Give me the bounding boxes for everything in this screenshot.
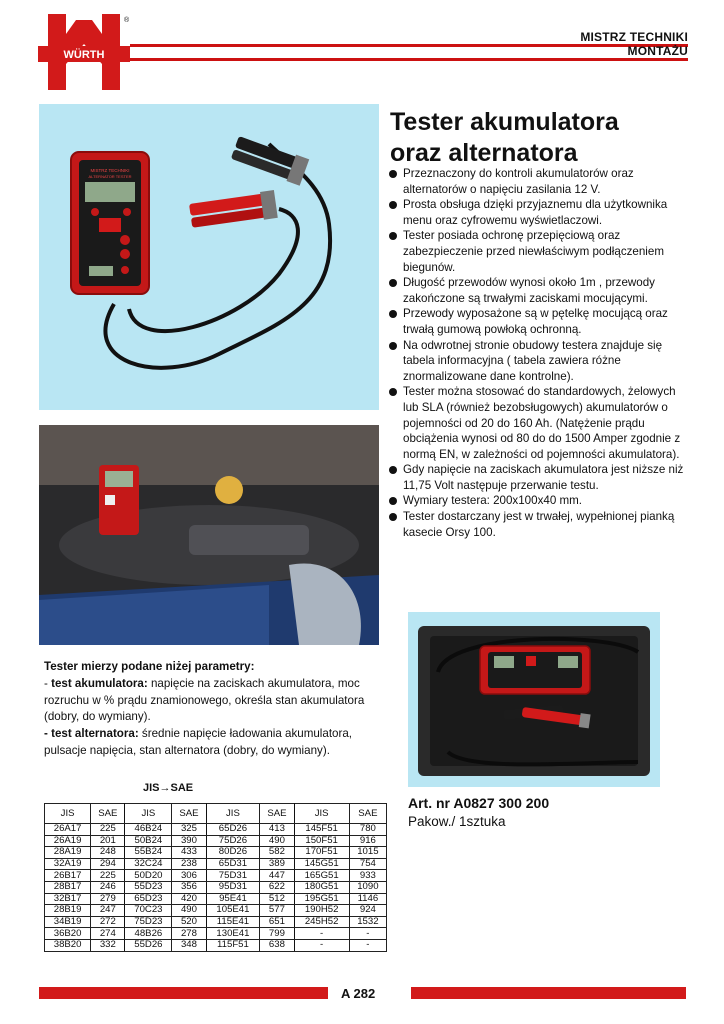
feature-text: Na odwrotnej stronie obudowy testera znajduje się tabela informacyjna ( tabela zawiera różne znormalizowane dane kontrolne). [403, 338, 663, 383]
table-cell: 70C23 [125, 905, 172, 917]
table-cell: 754 [349, 858, 386, 870]
table-row [45, 881, 387, 893]
table-cell: 95E41 [206, 893, 260, 905]
table-cell: 622 [260, 881, 294, 893]
device-label-1: MISTRZ TECHNIKI [90, 168, 130, 173]
table-row [45, 916, 387, 928]
table-cell: 32A19 [45, 858, 91, 870]
header-rule [130, 58, 688, 61]
table-cell: 933 [349, 870, 386, 882]
feature-item [388, 462, 688, 493]
table-cell: 75D23 [125, 916, 172, 928]
table-cell: 389 [260, 858, 294, 870]
feature-text: Przeznaczony do kontroli akumulatorów oraz alternatorów o napięciu zasilania 12 V. [403, 167, 634, 196]
title-line-2: oraz alternatora [390, 139, 578, 167]
table-cell: 238 [172, 858, 206, 870]
table-cell: 294 [91, 858, 125, 870]
column-header: SAE [172, 804, 206, 824]
jis-table-title: JIS→SAE [143, 782, 194, 794]
table-row [45, 847, 387, 859]
table-cell: 170F51 [294, 847, 349, 859]
table-cell: 28B19 [45, 905, 91, 917]
table-row [45, 905, 387, 917]
table-cell: 520 [172, 916, 206, 928]
feature-item [388, 338, 688, 385]
table-cell: 1015 [349, 847, 386, 859]
feature-item [388, 197, 688, 228]
table-cell: 201 [91, 835, 125, 847]
feature-text: Tester posiada ochronę przepięciową oraz zabezpieczenie przed niewłaściwym podłączeniem biegunów. [403, 229, 664, 274]
table-row [45, 893, 387, 905]
table-cell: 55B24 [125, 847, 172, 859]
bullet-icon [389, 170, 397, 178]
table-cell: 1146 [349, 893, 386, 905]
feature-item [388, 166, 688, 197]
column-header: SAE [349, 804, 386, 824]
bullet-icon [389, 342, 397, 350]
table-cell: - [349, 928, 386, 940]
table-cell: 356 [172, 881, 206, 893]
column-header: JIS [294, 804, 349, 824]
table-cell: 80D26 [206, 847, 260, 859]
feature-item [388, 384, 688, 462]
table-cell: 50B24 [125, 835, 172, 847]
table-cell: 55D26 [125, 939, 172, 951]
page-number: A 282 [341, 986, 376, 1001]
table-cell: 916 [349, 835, 386, 847]
footer-bar [411, 987, 686, 999]
bullet-icon [389, 279, 397, 287]
table-cell: 447 [260, 870, 294, 882]
title-line-1: Tester akumulatora [390, 108, 619, 136]
engine-bay-photo [39, 425, 379, 645]
feature-list [388, 166, 688, 540]
feature-item [388, 509, 688, 540]
column-header: JIS [125, 804, 172, 824]
params-alt-text: średnie napięcie ładowania akumulatora, pulsacje napięcia, stan alternatora (dobry, do wymiany). [44, 727, 353, 757]
measured-parameters [44, 659, 394, 760]
feature-item [388, 493, 688, 509]
table-cell: 28A19 [45, 847, 91, 859]
feature-text: Tester dostarczany jest w trwałej, wypełnionej pianką kasecie Orsy 100. [403, 510, 675, 539]
table-cell: 490 [260, 835, 294, 847]
table-row [45, 858, 387, 870]
table-cell: 34B19 [45, 916, 91, 928]
bullet-icon [389, 232, 397, 240]
column-header: JIS [206, 804, 260, 824]
table-cell: - [294, 928, 349, 940]
table-cell: 638 [260, 939, 294, 951]
table-cell: - [294, 939, 349, 951]
table-cell: 780 [349, 824, 386, 836]
feature-text: Gdy napięcie na zaciskach akumulatora jest niższe niż 11,75 Volt następuje przerwanie testu. [403, 463, 684, 492]
table-cell: 145F51 [294, 824, 349, 836]
table-cell: 247 [91, 905, 125, 917]
feature-text: Tester można stosować do standardowych, żelowych lub SLA (również bezobsługowych) akumulatorów o pojemności od 20 do 160 Ah. (Natężenie prądu obciążenia wynosi od 80 do do 1500 Amper zgodnie z normą EN, w zależności od pojemności akumulatora). [403, 385, 681, 461]
registered-mark: ® [124, 17, 130, 24]
jis-sae-table [44, 803, 387, 952]
table-header-row [45, 804, 387, 824]
bullet-icon [389, 497, 397, 505]
table-cell: 225 [91, 870, 125, 882]
table-cell: 248 [91, 847, 125, 859]
table-cell: 65D26 [206, 824, 260, 836]
table-cell: 95D31 [206, 881, 260, 893]
column-header: SAE [260, 804, 294, 824]
table-cell: 1090 [349, 881, 386, 893]
bullet-icon [389, 201, 397, 209]
table-cell: 26A19 [45, 835, 91, 847]
table-cell: 48B26 [125, 928, 172, 940]
table-row [45, 870, 387, 882]
column-header: SAE [91, 804, 125, 824]
table-cell: 26A17 [45, 824, 91, 836]
params-battery-prefix: - [44, 676, 52, 690]
table-cell: 799 [260, 928, 294, 940]
table-cell: 115F51 [206, 939, 260, 951]
feature-text: Prosta obsługa dzięki przyjaznemu dla użytkownika menu oraz cyfrowemu wyświetlaczowi. [403, 198, 668, 227]
table-cell: 105E41 [206, 905, 260, 917]
table-cell: 130E41 [206, 928, 260, 940]
table-cell: 65D23 [125, 893, 172, 905]
table-cell: 150F51 [294, 835, 349, 847]
table-cell: 46B24 [125, 824, 172, 836]
table-cell: 245H52 [294, 916, 349, 928]
table-row [45, 939, 387, 951]
bullet-icon [389, 466, 397, 474]
table-cell: 165G51 [294, 870, 349, 882]
table-cell: 651 [260, 916, 294, 928]
table-cell: 420 [172, 893, 206, 905]
table-cell: 924 [349, 905, 386, 917]
table-cell: 190H52 [294, 905, 349, 917]
table-cell: 32C24 [125, 858, 172, 870]
params-battery-text: napięcie na zaciskach akumulatora, moc rozruchu w % prądu znamionowego, określa stan akumulatora (dobry, do wymiany). [44, 676, 365, 724]
feature-text: Wymiary testera: 200x100x40 mm. [403, 494, 583, 508]
table-cell: 433 [172, 847, 206, 859]
table-cell: 225 [91, 824, 125, 836]
params-battery [44, 676, 394, 726]
table-cell: 278 [172, 928, 206, 940]
brand-text: WÜRTH [63, 49, 105, 61]
params-heading: Tester mierzy podane niżej parametry: [44, 660, 255, 673]
header-title [518, 30, 688, 58]
bullet-icon [389, 388, 397, 396]
table-cell: 195G51 [294, 893, 349, 905]
bullet-icon [389, 513, 397, 521]
table-cell: 272 [91, 916, 125, 928]
table-cell: 115E41 [206, 916, 260, 928]
table-cell: 32B17 [45, 893, 91, 905]
table-cell: 274 [91, 928, 125, 940]
table-cell: 26B17 [45, 870, 91, 882]
feature-text: Przewody wyposażone są w pętelkę mocującą oraz trwałą gumową powłoką ochronną. [403, 307, 668, 336]
wurth-logo [38, 14, 130, 90]
case-photo [408, 612, 660, 787]
table-cell: 65D31 [206, 858, 260, 870]
product-title [390, 107, 690, 169]
table-cell: 145G51 [294, 858, 349, 870]
table-cell: 490 [172, 905, 206, 917]
table-cell: 38B20 [45, 939, 91, 951]
table-cell: 325 [172, 824, 206, 836]
table-cell: 180G51 [294, 881, 349, 893]
feature-text: Długość przewodów wynosi około 1m , przewody zakończone są trwałymi zaciskami mocującymi. [403, 276, 655, 305]
table-row [45, 835, 387, 847]
device-label-2: ALTERNATOR TESTER [88, 174, 132, 179]
header-line-1: MISTRZ TECHNIKI [580, 30, 688, 44]
article-number: Art. nr A0827 300 200 [408, 795, 550, 811]
table-cell: 348 [172, 939, 206, 951]
feature-item [388, 228, 688, 275]
table-cell: - [349, 939, 386, 951]
header-line-2: MONTAŻU [627, 44, 688, 58]
feature-item [388, 275, 688, 306]
table-cell: 577 [260, 905, 294, 917]
table-cell: 512 [260, 893, 294, 905]
bullet-icon [389, 310, 397, 318]
table-cell: 582 [260, 847, 294, 859]
table-cell: 50D20 [125, 870, 172, 882]
table-cell: 55D23 [125, 881, 172, 893]
table-cell: 390 [172, 835, 206, 847]
column-header: JIS [45, 804, 91, 824]
table-row [45, 824, 387, 836]
table-body [45, 824, 387, 952]
package-info: Pakow./ 1sztuka [408, 814, 506, 829]
params-battery-label: test akumulatora: [51, 676, 148, 690]
table-cell: 75D26 [206, 835, 260, 847]
table-cell: 246 [91, 881, 125, 893]
table-cell: 28B17 [45, 881, 91, 893]
params-alt-label: - test alternatora: [44, 727, 139, 741]
table-cell: 332 [91, 939, 125, 951]
table-cell: 75D31 [206, 870, 260, 882]
table-cell: 413 [260, 824, 294, 836]
table-row [45, 928, 387, 940]
footer-bar [39, 987, 328, 999]
table-cell: 279 [91, 893, 125, 905]
table-cell: 306 [172, 870, 206, 882]
params-alternator [44, 726, 394, 760]
table-cell: 36B20 [45, 928, 91, 940]
table-cell: 1532 [349, 916, 386, 928]
feature-item [388, 306, 688, 337]
tester-product-photo [39, 104, 379, 410]
